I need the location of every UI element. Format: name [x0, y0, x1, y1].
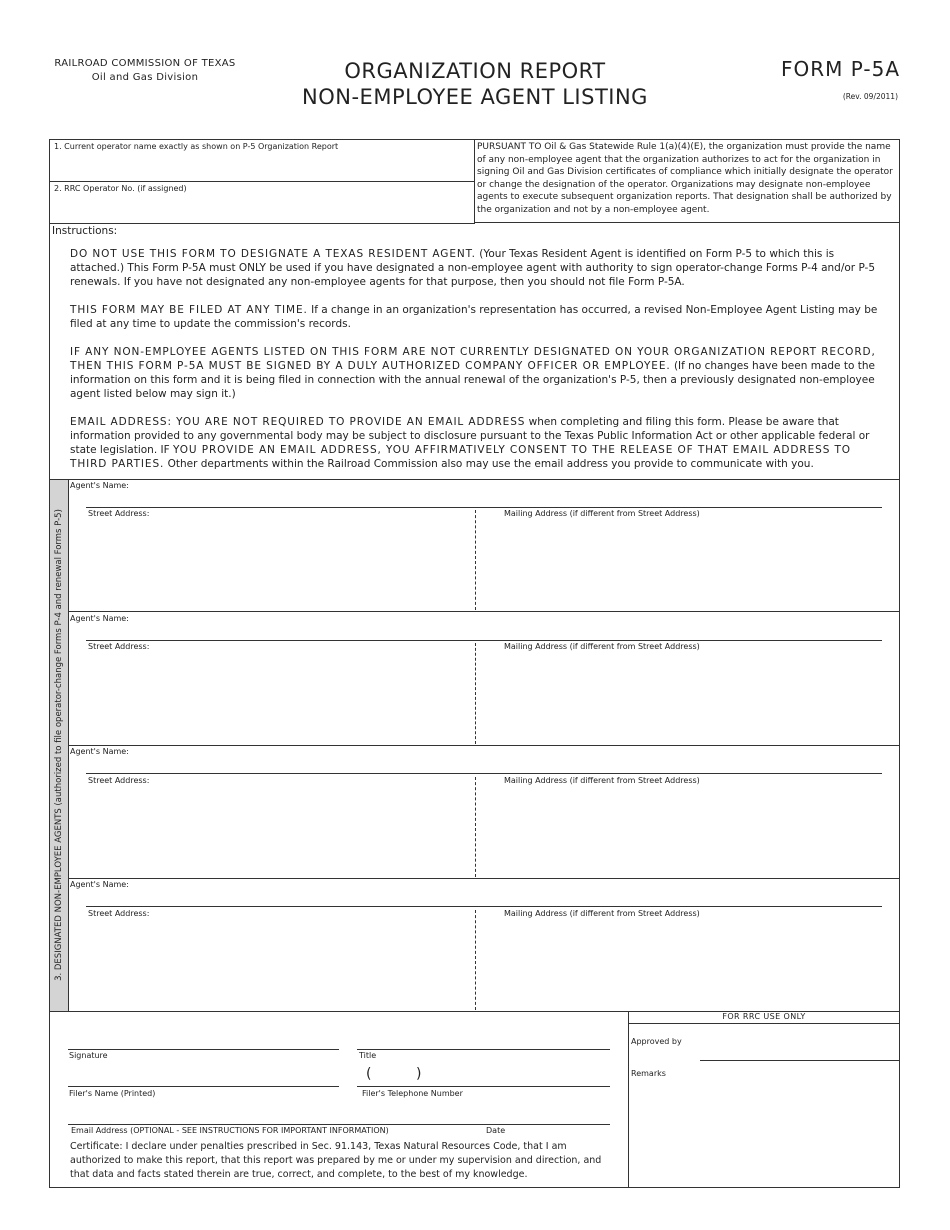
agent-4-name-label: Agent's Name: [70, 880, 129, 889]
approved-by-line[interactable] [700, 1060, 900, 1061]
agents-sidebar [50, 480, 69, 1011]
certificate-text: Certificate: I declare under penalties prescribed in Sec. 91.143, Texas Natural Resources Code, that I am authorized to make this report, that this report was prepared by me or under my supervision and direction, and that data and facts stated therein are true, correct, and complete, to the best of my knowledge. [70, 1141, 602, 1180]
instruction-paragraph-4: EMAIL ADDRESS: YOU ARE NOT REQUIRED TO PROVIDE AN EMAIL ADDRESS when completing and filing this form. Please be aware that information provided to any governmental body may be subject to disclosure pursuant to the Texas Public Information Act or other applicable federal or state legislation. IF YOU PROVIDE AN EMAIL ADDRESS, YOU AFFIRMATIVELY CONSENT TO THE RELEASE OF THAT EMAIL ADDRESS TO THIRD PARTIES. Other departments within the Railroad Commission also may use the email address you provide to communicate with you. [70, 416, 870, 470]
agency-name: RAILROAD COMMISSION OF TEXAS [54, 58, 236, 69]
pursuant-text: PURSUANT TO Oil & Gas Statewide Rule 1(a)(4)(E), the organization must provide the name of any non-employee agent that the organization authorizes to act for the organization in signing Oil and Gas Division certificates of compliance which initially designate the operator or change the designation of the operator. Organizations may designate non-employee agents to execute subsequent organization reports. That designation shall be authorized by the organization and not by a non-employee agent. [477, 142, 893, 215]
remarks-label: Remarks [631, 1069, 666, 1078]
email-line[interactable] [68, 1124, 610, 1125]
agent-1-bottom [68, 611, 900, 612]
agent-3-divider [475, 777, 476, 877]
operator-name-field[interactable] [49, 139, 475, 182]
agent-3-bottom [68, 878, 900, 879]
operator-number-label: 2. RRC Operator No. (if assigned) [54, 184, 187, 193]
agent-4-name-line[interactable] [86, 906, 882, 907]
agent-2-name-label: Agent's Name: [70, 614, 129, 623]
agent-4-street-label: Street Address: [88, 909, 150, 918]
operator-number-field[interactable] [49, 181, 475, 224]
agent-1-mailing-label: Mailing Address (if different from Street Address) [504, 509, 700, 518]
date-label: Date [486, 1126, 506, 1135]
instruction-paragraph-3: IF ANY NON-EMPLOYEE AGENTS LISTED ON THIS FORM ARE NOT CURRENTLY DESIGNATED ON YOUR ORGANIZATION REPORT RECORD, THEN THIS FORM P-5A MUST BE SIGNED BY A DULY AUTHORIZED COMPANY OFFICER OR EMPLOYEE. (If no changes have been made to the information on this form and it is being filed in connection with the annual renewal of the organization's P-5, then a previously designated non-employee agent listed below may sign it.) [70, 346, 876, 400]
instruction-paragraph-1: DO NOT USE THIS FORM TO DESIGNATE A TEXAS RESIDENT AGENT. (Your Texas Resident Agent is identified on Form P-5 to which this is attached.) This Form P-5A must ONLY be used if you have designated a non-employee agent with authority to sign operator-change Forms P-4 and/or P-5 renewals. If you have not designated any non-employee agents for that purpose, then you should not file Form P-5A. [70, 248, 876, 288]
signature-line[interactable] [68, 1049, 339, 1050]
instruction-paragraph-2: THIS FORM MAY BE FILED AT ANY TIME. If a change in an organization's representation has occurred, a revised Non-Employee Agent Listing may be filed at any time to update the commission's records. [70, 304, 878, 330]
agents-sidebar-label: 3. DESIGNATED NON-EMPLOYEE AGENTS (authorized to file operator-change Forms P-4 and renewal Forms P-5) [54, 509, 64, 981]
phone-line[interactable] [357, 1086, 610, 1087]
revision-date: (Rev. 09/2011) [842, 92, 898, 101]
title-line-1: ORGANIZATION REPORT [344, 59, 606, 83]
agent-1-divider [475, 510, 476, 610]
division-name: Oil and Gas Division [91, 72, 199, 83]
rrc-heading-line [628, 1023, 900, 1024]
phone-label: Filer's Telephone Number [362, 1089, 463, 1098]
agents-top-border [49, 479, 900, 480]
phone-area-code[interactable]: ( ) [366, 1066, 422, 1082]
agent-2-mailing-label: Mailing Address (if different from Street Address) [504, 642, 700, 651]
signature-label: Signature [69, 1051, 108, 1060]
title-line-2: NON-EMPLOYEE AGENT LISTING [302, 85, 648, 109]
filer-name-line[interactable] [68, 1086, 339, 1087]
agent-3-street-label: Street Address: [88, 776, 150, 785]
agent-3-name-line[interactable] [86, 773, 882, 774]
agency-block [40, 57, 250, 85]
agent-3-name-label: Agent's Name: [70, 747, 129, 756]
agent-1-name-label: Agent's Name: [70, 481, 129, 490]
instructions-heading: Instructions: [52, 225, 118, 237]
form-number: FORM P-5A [781, 57, 900, 81]
pursuant-divider [475, 222, 900, 223]
agent-4-divider [475, 910, 476, 1010]
filer-name-label: Filer's Name (Printed) [69, 1089, 156, 1098]
agent-2-bottom [68, 745, 900, 746]
title-line[interactable] [357, 1049, 610, 1050]
agent-1-street-label: Street Address: [88, 509, 150, 518]
title-label: Title [359, 1051, 377, 1060]
instructions-body [70, 247, 890, 471]
agent-2-name-line[interactable] [86, 640, 882, 641]
approved-by-label: Approved by [631, 1037, 682, 1046]
agent-2-street-label: Street Address: [88, 642, 150, 651]
rrc-left-border [628, 1011, 629, 1188]
agent-3-mailing-label: Mailing Address (if different from Street Address) [504, 776, 700, 785]
agent-4-mailing-label: Mailing Address (if different from Street Address) [504, 909, 700, 918]
page-title [260, 58, 690, 110]
rrc-use-heading: FOR RRC USE ONLY [722, 1012, 806, 1021]
operator-name-label: 1. Current operator name exactly as shown on P-5 Organization Report [54, 142, 339, 151]
agent-1-name-line[interactable] [86, 507, 882, 508]
agent-2-divider [475, 643, 476, 744]
email-label: Email Address (OPTIONAL - SEE INSTRUCTIONS FOR IMPORTANT INFORMATION) [71, 1126, 389, 1135]
